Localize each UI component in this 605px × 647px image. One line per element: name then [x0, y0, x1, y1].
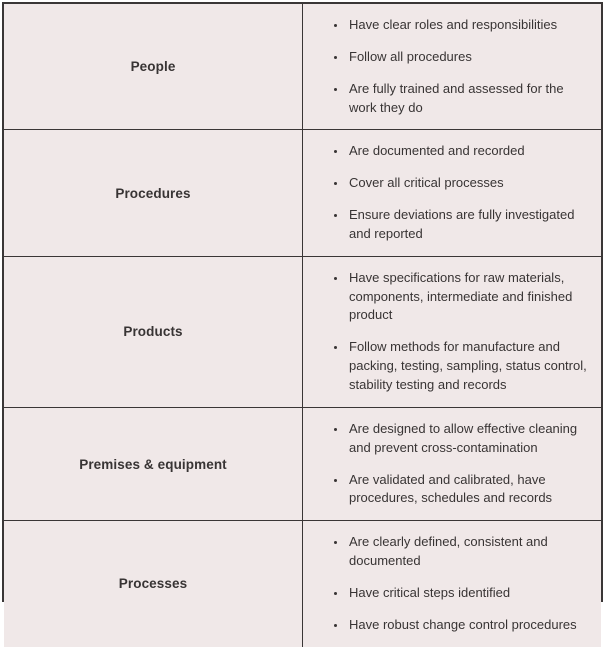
bullet-item: • Have specifications for raw materials, components, intermediate and finished product: [347, 269, 593, 326]
category-label: Procedures: [115, 185, 191, 201]
bullet-list: [303, 16, 601, 117]
table-row: [4, 256, 601, 407]
bullet-list: [303, 142, 601, 243]
bullet-item: • Cover all critical processes: [347, 174, 593, 193]
bullet-list: [303, 269, 601, 395]
gmp-five-ps-table: [2, 2, 603, 632]
category-cell: [4, 130, 303, 255]
bullet-item: • Follow all procedures: [347, 48, 593, 67]
table-row: [4, 520, 601, 646]
category-label: People: [130, 59, 176, 75]
bullet-item: • Have clear roles and responsibilities: [347, 16, 593, 35]
bullet-item: • Are fully trained and assessed for the work they do: [347, 80, 593, 118]
category-label: Processes: [118, 576, 188, 592]
bullet-item: • Follow methods for manufacture and packing, testing, sampling, status control, stability testing and records: [347, 338, 593, 395]
details-cell: [303, 4, 601, 129]
bullet-item: • Ensure deviations are fully investigated and reported: [347, 206, 593, 244]
bullet-list: [303, 420, 601, 508]
details-cell: [303, 130, 601, 255]
bullet-item: • Are documented and recorded: [347, 142, 593, 161]
bullet-item: • Are clearly defined, consistent and documented: [347, 533, 593, 571]
details-cell: [303, 521, 601, 646]
bullet-item: • Are designed to allow effective cleaning and prevent cross-contamination: [347, 420, 593, 458]
bullet-item: • Have robust change control procedures: [347, 616, 593, 635]
bullet-item: • Have critical steps identified: [347, 584, 593, 603]
details-cell: [303, 408, 601, 520]
category-cell: [4, 408, 303, 520]
table-row: [4, 129, 601, 255]
bullet-item: • Are validated and calibrated, have procedures, schedules and records: [347, 471, 593, 509]
details-cell: [303, 257, 601, 407]
table-row: [4, 4, 601, 129]
category-label: Products: [123, 324, 183, 340]
category-cell: [4, 257, 303, 407]
category-label: Premises & equipment: [79, 456, 227, 472]
bullet-list: [303, 533, 601, 634]
category-cell: [4, 521, 303, 646]
table-row: [4, 407, 601, 520]
category-cell: [4, 4, 303, 129]
